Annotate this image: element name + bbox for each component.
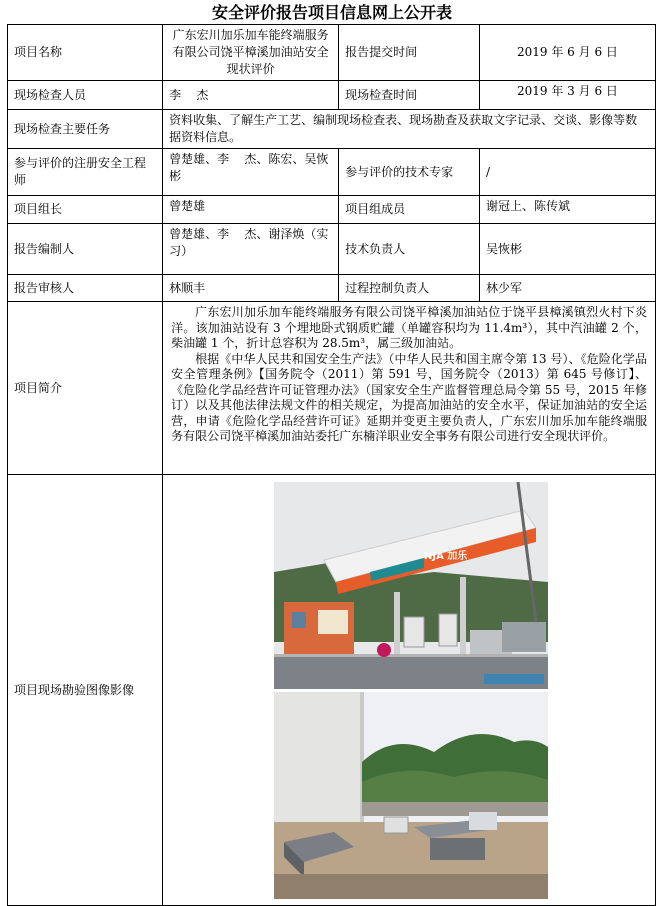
engineers-value: 曾楚雄、李 杰、陈宏、吴恢彬	[163, 149, 339, 196]
expert-label: 参与评价的技术专家	[339, 149, 480, 196]
author-value: 曾楚雄、李 杰、谢泽焕（实习）	[163, 224, 339, 275]
row-project-name	[8, 25, 656, 81]
row-author	[8, 224, 656, 275]
tank-area-photo	[274, 692, 548, 899]
project-name-label: 项目名称	[8, 25, 163, 81]
process-lead-label: 过程控制负责人	[339, 275, 480, 302]
reviewer-value: 林顺丰	[163, 275, 339, 302]
page-title: 安全评价报告项目信息网上公开表	[211, 3, 452, 22]
row-inspector	[8, 81, 656, 110]
row-leader	[8, 196, 656, 224]
info-table	[7, 24, 656, 906]
row-tasks	[8, 110, 656, 149]
row-images	[8, 475, 656, 906]
members-label: 项目组成员	[339, 196, 480, 224]
leader-value: 曾楚雄	[163, 196, 339, 224]
process-lead-value: 林少军	[479, 275, 655, 302]
intro-label: 项目简介	[8, 302, 163, 475]
inspector-label: 现场检查人员	[8, 81, 163, 110]
row-reviewer	[8, 275, 656, 302]
inspection-time-value: 2019 年 3 月 6 日	[479, 81, 655, 110]
author-label: 报告编制人	[8, 224, 163, 275]
row-intro	[8, 302, 656, 475]
images-label: 项目现场勘验图像影像	[8, 475, 163, 906]
gas-station-photo	[274, 482, 548, 689]
reviewer-label: 报告审核人	[8, 275, 163, 302]
engineers-label: 参与评价的注册安全工程师	[8, 149, 163, 196]
tasks-value: 资料收集、了解生产工艺、编制现场检查表、现场勘查及获取文字记录、交谈、影像等数据资料信息。	[163, 110, 656, 149]
members-value: 谢冠上、陈传斌	[479, 196, 655, 224]
images-cell	[163, 475, 656, 906]
intro-paragraph-1: 广东宏川加乐加车能终端服务有限公司饶平樟溪加油站位于饶平县樟溪镇烈火村下炎洋。该加油站设有 3 个埋地卧式钢质贮罐（单罐容积均为 11.4m³），其中汽油罐 2 个，柴油罐 1 个，折计总容积为 28.5m³，属三级加油站。	[171, 305, 647, 350]
leader-label: 项目组长	[8, 196, 163, 224]
submit-time-value: 2019 年 6 月 6 日	[479, 25, 655, 81]
inspector-value: 李 杰	[163, 81, 339, 110]
expert-value: /	[479, 149, 655, 196]
tech-lead-value: 吴恢彬	[479, 224, 655, 275]
intro-text	[163, 302, 656, 475]
tech-lead-label: 技术负责人	[339, 224, 480, 275]
intro-paragraph-2: 根据《中华人民共和国安全生产法》（中华人民共和国主席令第 13 号）、《危险化学品安全管理条例》【国务院令（2011）第 591 号，国务院令（2013）第 645 号修订】、《危险化学品经营许可证管理办法》（国家安全生产监督管理总局令第 55 号，2015 年修订）以及其他法律法规文件的相关规定，为提高加油站的安全水平，保证加油站的安全运营，申请《危险化学品经营许可证》延期并变更主要负责人，广东宏川加乐加车能终端服务有限公司饶平樟溪加油站委托广东楠洋职业安全事务有限公司进行安全现状评价。	[171, 351, 647, 443]
inspection-time-label: 现场检查时间	[339, 81, 480, 110]
tasks-label: 现场检查主要任务	[8, 110, 163, 149]
submit-time-label: 报告提交时间	[339, 25, 480, 81]
row-engineers	[8, 149, 656, 196]
project-name-value: 广东宏川加乐加车能终端服务有限公司饶平樟溪加油站安全现状评价	[163, 25, 339, 81]
canopy-sign-text: NJA 加乐	[424, 551, 468, 562]
